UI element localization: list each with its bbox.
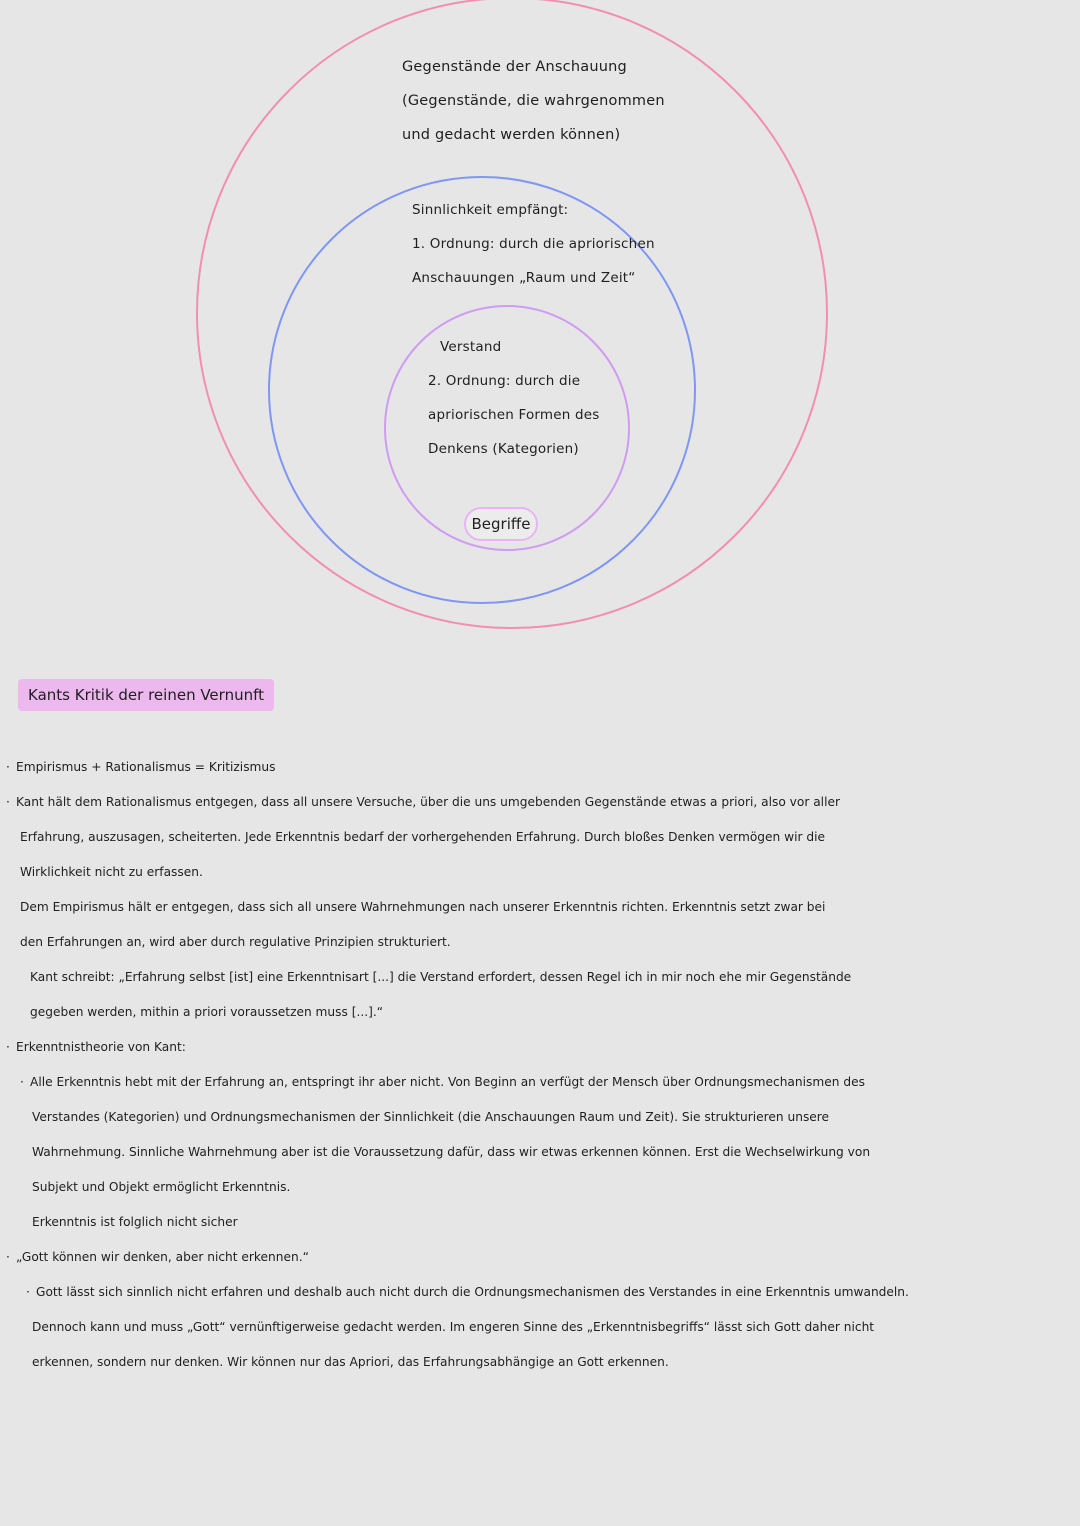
note-line: Erfahrung, auszusagen, scheiterten. Jede Erkenntnis bedarf der vorhergehenden Erfahrung. Durch bloßes Denken vermögen wir die [20,830,825,844]
note-line: gegeben werden, mithin a priori voraussetzen muss [...].“ [30,1005,384,1019]
outer-circle-label [402,50,665,152]
middle-label-line: Anschauungen „Raum und Zeit“ [412,270,636,286]
outer-label-line: Gegenstände der Anschauung [402,59,627,75]
note-line: erkennen, sondern nur denken. Wir können nur das Apriori, das Erfahrungsabhängige an Gott erkennen. [32,1355,669,1369]
note-line: Wahrnehmung. Sinnliche Wahrnehmung aber ist die Voraussetzung dafür, dass wir etwas erkennen können. Erst die Wechselwirkung von [32,1145,871,1159]
note-line: · Empirismus + Rationalismus = Kritizismus [6,750,1070,785]
outer-label-line: (Gegenstände, die wahrgenommen [402,93,665,109]
section-heading: Kants Kritik der reinen Vernunft [18,679,274,711]
inner-label-line: 2. Ordnung: durch die [428,373,581,389]
note-line: · „Gott können wir denken, aber nicht erkennen.“ [6,1240,1070,1275]
note-line: Dem Empirismus hält er entgegen, dass sich all unsere Wahrnehmungen nach unserer Erkenntnis richten. Erkenntnis setzt zwar bei [20,900,826,914]
note-line: Kant schreibt: „Erfahrung selbst [ist] eine Erkenntnisart [...] die Verstand erfordert, dessen Regel ich in mir noch ehe mir Gegenstände [30,970,852,984]
note-line: · Kant hält dem Rationalismus entgegen, dass all unsere Versuche, über die uns umgebenden Gegenstände etwas a priori, also vor aller [6,785,1070,820]
note-line: · Erkenntnistheorie von Kant: [6,1030,1070,1065]
inner-circle-label [428,330,600,466]
middle-circle-label [412,193,655,295]
notes-body [6,750,1070,1380]
middle-label-line: Sinnlichkeit empfängt: [412,202,569,218]
note-line: Dennoch kann und muss „Gott“ vernünftigerweise gedacht werden. Im engeren Sinne des „Erkenntnisbegriffs“ lässt sich Gott daher nicht [32,1320,875,1334]
inner-label-line: Denkens (Kategorien) [428,441,579,457]
inner-label-line: apriorischen Formen des [428,407,600,423]
begriffe-core-label: Begriffe [464,507,538,541]
note-line: · Alle Erkenntnis hebt mit der Erfahrung an, entspringt ihr aber nicht. Von Beginn an verfügt der Mensch über Ordnungsmechanismen des [20,1065,1070,1100]
note-line: · Gott lässt sich sinnlich nicht erfahren und deshalb auch nicht durch die Ordnungsmechanismen des Verstandes in eine Erkenntnis umwandeln. [26,1275,1070,1310]
note-line: Verstandes (Kategorien) und Ordnungsmechanismen der Sinnlichkeit (die Anschauungen Raum und Zeit). Sie strukturieren unsere [32,1110,830,1124]
note-line: Wirklichkeit nicht zu erfassen. [20,865,203,879]
note-line: Erkenntnis ist folglich nicht sicher [32,1215,238,1229]
inner-label-line: Verstand [440,339,502,355]
nested-circles-diagram [0,0,1080,640]
outer-label-line: und gedacht werden können) [402,127,621,143]
note-line: Subjekt und Objekt ermöglicht Erkenntnis. [32,1180,291,1194]
note-line: den Erfahrungen an, wird aber durch regulative Prinzipien strukturiert. [20,935,451,949]
middle-label-line: 1. Ordnung: durch die apriorischen [412,236,655,252]
